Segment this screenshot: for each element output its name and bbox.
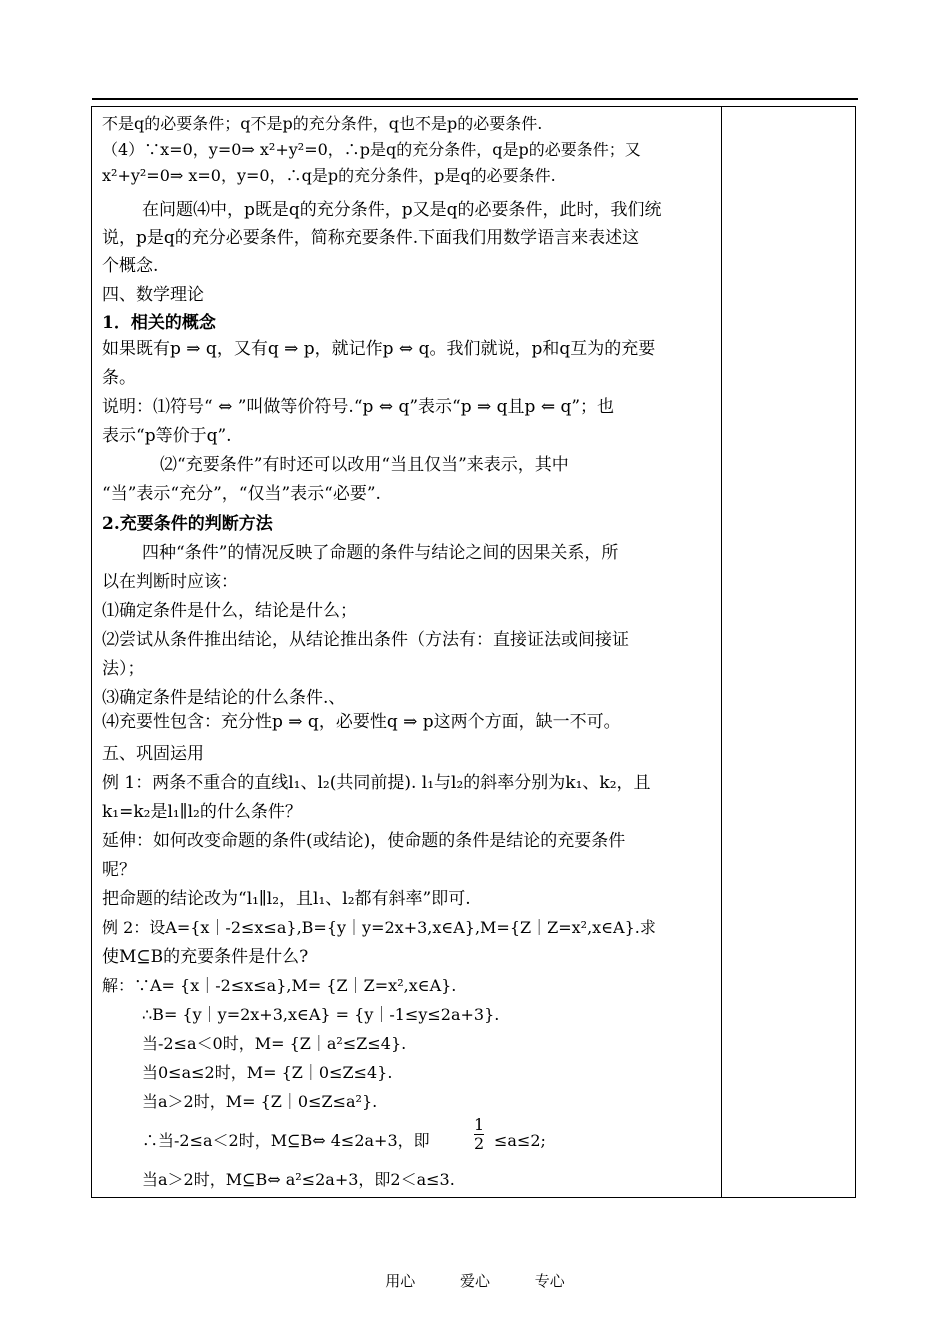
solution-line: 当a＞2时，M= {Z｜0≤Z≤a²}. xyxy=(142,1092,378,1111)
example-2: 例 2：设A={x｜-2≤x≤a},B={y｜y=2x+3,x∈A},M={Z｜Z=x²,x∈A}.求 xyxy=(102,918,656,937)
text-line: 个概念. xyxy=(102,256,159,276)
list-item: ⑶确定条件是结论的什么条件.、 xyxy=(102,688,346,708)
text-line: 使M⊆B的充要条件是什么? xyxy=(102,947,309,967)
text-line: 说，p是q的充分必要条件，简称充要条件.下面我们用数学语言来表述这 xyxy=(102,228,640,248)
text-line: 在问题⑷中，p既是q的充分条件，p又是q的必要条件，此时，我们统 xyxy=(142,200,662,220)
example-1: 例 1：两条不重合的直线l₁、l₂(共同前提). l₁与l₂的斜率分别为k₁、k₂，且 xyxy=(102,773,651,793)
list-item: ⑴确定条件是什么，结论是什么； xyxy=(102,601,357,621)
footer-item: 用心 xyxy=(385,1272,416,1290)
text-line: 以在判断时应该： xyxy=(102,572,238,592)
footer-item: 爱心 xyxy=(459,1272,490,1290)
text-line: “当”表示“充分”，“仅当”表示“必要”. xyxy=(102,484,381,504)
text-line: 延伸：如何改变命题的条件(或结论)，使命题的条件是结论的充要条件 xyxy=(102,831,626,851)
text-line: 条。 xyxy=(102,368,136,388)
list-item: ⑵尝试从条件推出结论，从结论推出条件（方法有：直接证法或间接证 xyxy=(102,630,629,650)
text-line: 把命题的结论改为“l₁∥l₂，且l₁、l₂都有斜率”即可. xyxy=(102,889,471,909)
text-line: 不是q的必要条件；q不是p的充分条件，q也不是p的必要条件. xyxy=(102,114,543,133)
fraction-numerator: 1 xyxy=(474,1115,485,1134)
page-footer xyxy=(0,1270,950,1291)
solution-line: 解：∵A= {x｜-2≤x≤a},M= {Z｜Z=x²,x∈A}. xyxy=(102,976,457,995)
solution-line: 当-2≤a＜0时，M= {Z｜a²≤Z≤4}. xyxy=(142,1034,407,1053)
text-line: 呢？ xyxy=(102,860,136,880)
solution-line: ≤a≤2; xyxy=(494,1131,546,1150)
subsection-heading: 2.充要条件的判断方法 xyxy=(102,514,273,534)
solution-line: 当0≤a≤2时，M= {Z｜0≤Z≤4}. xyxy=(142,1063,393,1082)
text-line: 说明：⑴符号“ ⇔ ”叫做等价符号.“p ⇔ q”表示“p ⇒ q且p ⇐ q”；也 xyxy=(102,397,615,417)
text-line: 如果既有p ⇒ q，又有q ⇒ p，就记作p ⇔ q。我们就说，p和q互为的充要 xyxy=(102,339,656,359)
text-line: 法）； xyxy=(102,659,145,679)
footer-item: 专心 xyxy=(534,1272,565,1290)
column-divider xyxy=(721,106,722,1198)
fraction-one-half xyxy=(474,1116,484,1153)
solution-line: ∴当-2≤a＜2时，M⊆B⇔ 4≤2a+3，即 xyxy=(142,1131,430,1150)
text-line: 四种“条件”的情况反映了命题的条件与结论之间的因果关系，所 xyxy=(142,543,619,563)
section-heading: 四、数学理论 xyxy=(102,285,204,305)
fraction-denominator: 2 xyxy=(474,1134,485,1153)
section-heading: 五、巩固运用 xyxy=(102,744,204,764)
text-line: k₁=k₂是l₁∥l₂的什么条件？ xyxy=(102,802,302,822)
text-line: x²+y²=0⇒ x=0，y=0，∴q是p的充分条件，p是q的必要条件. xyxy=(102,166,556,185)
text-line: （4）∵x=0，y=0⇒ x²+y²=0，∴p是q的充分条件，q是p的必要条件；又 xyxy=(102,140,641,159)
list-item: ⑷充要性包含：充分性p ⇒ q，必要性q ⇒ p这两个方面，缺一不可。 xyxy=(102,712,621,732)
subsection-heading: 1．相关的概念 xyxy=(102,313,216,333)
solution-line: ∴B= {y｜y=2x+3,x∈A} = {y｜-1≤y≤2a+3}. xyxy=(142,1005,500,1024)
text-line: ⑵“充要条件”有时还可以改用“当且仅当”来表示，其中 xyxy=(160,455,569,475)
header-rule xyxy=(92,98,858,100)
solution-line: 当a＞2时，M⊆B⇔ a²≤2a+3，即2＜a≤3. xyxy=(142,1170,455,1189)
text-line: 表示“p等价于q”. xyxy=(102,426,232,446)
